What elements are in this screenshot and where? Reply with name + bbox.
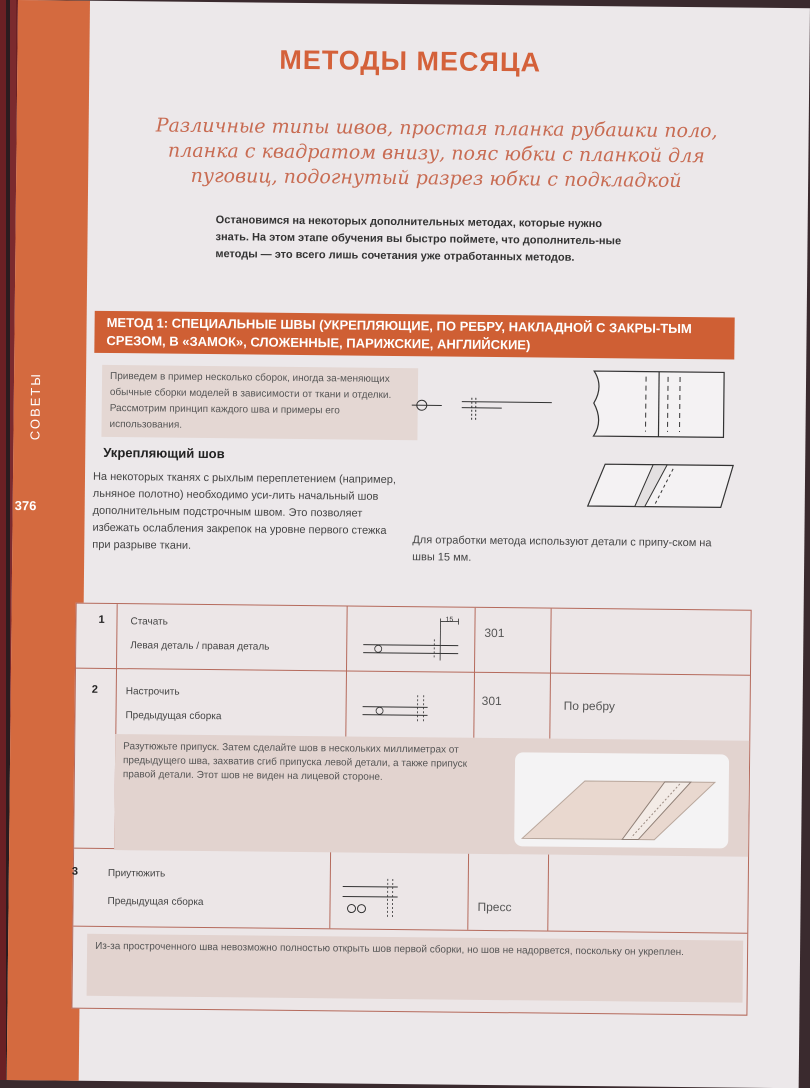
step-detail: Предыдущая сборка: [108, 896, 204, 908]
row-divider: [76, 668, 750, 676]
method-title: МЕТОД 1: СПЕЦИАЛЬНЫЕ ШВЫ (УКРЕПЛЯЮЩИЕ, ПО РЕБРУ, НАКЛАДНОЙ С ЗАКРЫ-ТЫМ СРЕЗОМ, В «ЗАМОК», СЛОЖЕННЫЕ, ПАРИЖСКИЕ, АНГЛИЙСКИЕ): [106, 314, 736, 357]
step-extra: Пресс: [477, 900, 511, 914]
stitch-diagram: [357, 689, 467, 730]
steps-table: [71, 603, 751, 1016]
step-note: [87, 934, 744, 1003]
step-number: 1: [98, 614, 104, 626]
stitch-code: 301: [482, 694, 502, 708]
fabric-illustration-folded: [583, 456, 739, 518]
col-divider: [467, 852, 469, 930]
step-detail: Предыдущая сборка: [125, 710, 221, 722]
step-number: 3: [72, 866, 78, 878]
step-note-text: Разутюжьте припуск. Затем сделайте шов в нескольких миллиметрах от предыдущего шва, захватив сгиб припуска левой детали, а также припуск правой детали. Этот шов не виден на лицевой стороне.: [123, 740, 473, 786]
step-extra: По ребру: [564, 699, 615, 714]
seam-photo-drawing: [514, 752, 729, 848]
step-action: Стачать: [130, 616, 167, 627]
seam-symbol-diagram: [402, 389, 562, 431]
stitch-code: 301: [484, 626, 504, 640]
seam-photo: [514, 752, 729, 848]
col-divider: [547, 853, 549, 931]
side-label: СОВЕТЫ: [27, 372, 43, 440]
seam-allowance-note: Для отработки метода используют детали с припу-ском на швы 15 мм.: [412, 532, 732, 569]
step-action: Приутюжить: [108, 868, 165, 880]
step-detail: Левая деталь / правая деталь: [130, 640, 269, 652]
step-number: 2: [92, 684, 98, 696]
page-title: МЕТОДЫ МЕСЯЦА: [279, 45, 541, 79]
step-action: Настрочить: [126, 686, 180, 698]
dimension-label: 15: [445, 617, 453, 624]
page-subtitle: Различные типы швов, простая планка рубашки поло, планка с квадратом внизу, пояс юбки с планкой для пуговиц, подогнутый разрез юбки с подкладкой: [136, 113, 737, 194]
book-page: [7, 0, 810, 1088]
section-text: На некоторых тканях с рыхлым переплетением (например, льняное полотно) необходимо уси-лить начальный шов дополнительным подстрочным швом. Это позволяет избежать ослабления закрепок на уровне первого стежка при разрыве ткани.: [92, 469, 403, 557]
intro-text: Остановимся на некоторых дополнительных методах, которые нужно знать. На этом этапе обучения вы быстро поймете, что дополнитель-ные методы — это всего лишь сочетания уже отработанных методов.: [215, 212, 626, 267]
method-intro-text: Приведем в пример несколько сборок, иногда за-меняющих обычные сборки моделей в зависимости от ткани и отделки. Рассмотрим принцип каждого шва и примеры его использования.: [101, 365, 418, 440]
page-number: 376: [15, 498, 37, 513]
fabric-illustration-flat: [583, 366, 734, 448]
section-heading: Укрепляющий шов: [103, 445, 225, 461]
row-divider: [73, 926, 747, 934]
stitch-diagram: [337, 876, 457, 923]
col-divider: [329, 850, 331, 928]
stitch-diagram: [358, 615, 469, 666]
step-note-text: Из-за простроченного шва невозможно полностью открыть шов первой сборки, но шов не надорвется, поскольку он укреплен.: [95, 940, 735, 961]
